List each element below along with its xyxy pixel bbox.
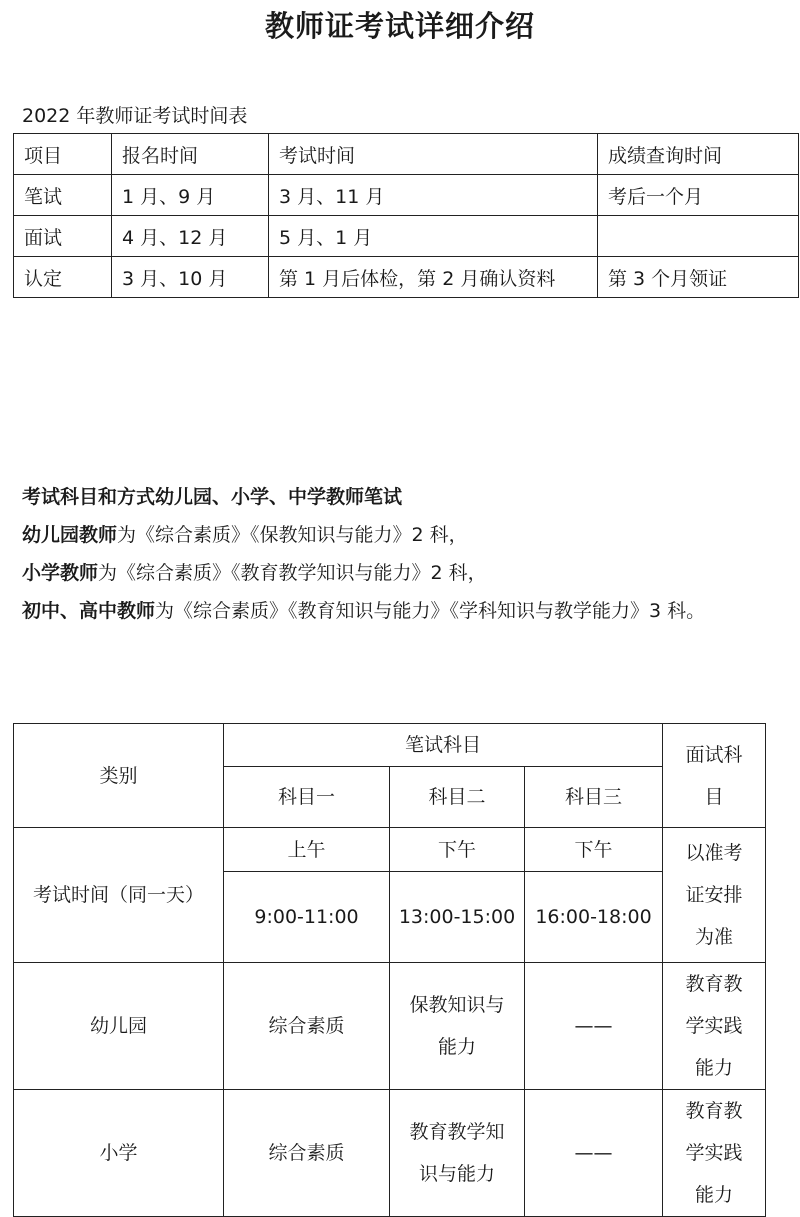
schedule-cell: 第 3 个月领证 — [598, 257, 799, 298]
category-cell: 小学 — [14, 1090, 224, 1217]
interview-cell: 教育教学实践能力 — [663, 1090, 766, 1217]
subjects-heading: 考试科目和方式幼儿园、小学、中学教师笔试 — [22, 486, 403, 508]
schedule-cell: 第 1 月后体检，第 2 月确认资料 — [269, 257, 598, 298]
schedule-cell: 笔试 — [14, 175, 112, 216]
schedule-cell: 5 月、1 月 — [269, 216, 598, 257]
subject-cell: 保教知识与能力 — [390, 963, 525, 1090]
period-cell: 上午 — [224, 828, 390, 872]
schedule-row-written — [14, 175, 799, 216]
subject-cell: —— — [525, 963, 663, 1090]
period-cell: 下午 — [525, 828, 663, 872]
schedule-table — [13, 133, 799, 298]
schedule-cell: 4 月、12 月 — [112, 216, 269, 257]
subjects-line — [22, 554, 782, 592]
exam-subjects-table — [13, 723, 766, 1217]
subject-header-1: 科目一 — [224, 767, 390, 828]
time-cell: 9:00-11:00 — [224, 872, 390, 963]
schedule-row-certification — [14, 257, 799, 298]
schedule-header-row — [14, 134, 799, 175]
subjects-line-text: 为《综合素质》《教育教学知识与能力》2 科， — [98, 562, 487, 584]
schedule-cell: 3 月、10 月 — [112, 257, 269, 298]
subjects-line-text: 为《综合素质》《保教知识与能力》2 科， — [117, 524, 468, 546]
exam-time-label: 考试时间（同一天） — [14, 828, 224, 963]
time-cell: 16:00-18:00 — [525, 872, 663, 963]
kindergarten-row — [14, 963, 766, 1090]
subject-cell: —— — [525, 1090, 663, 1217]
subject-cell: 综合素质 — [224, 1090, 390, 1217]
exam-header-row-1 — [14, 724, 766, 767]
interview-subject-header: 面试科目 — [663, 724, 766, 828]
written-subjects-header: 笔试科目 — [224, 724, 663, 767]
schedule-cell: 认定 — [14, 257, 112, 298]
subjects-line — [22, 516, 782, 554]
schedule-header-cell: 成绩查询时间 — [598, 134, 799, 175]
subject-header-3: 科目三 — [525, 767, 663, 828]
subjects-line-label: 幼儿园教师 — [22, 524, 118, 546]
subject-cell: 教育教学知识与能力 — [390, 1090, 525, 1217]
schedule-header-cell: 考试时间 — [269, 134, 598, 175]
schedule-cell: 考后一个月 — [598, 175, 799, 216]
subject-header-2: 科目二 — [390, 767, 525, 828]
interview-time-cell: 以准考证安排为准 — [663, 828, 766, 963]
subjects-line — [22, 592, 782, 630]
subjects-line-label: 初中、高中教师 — [22, 600, 156, 622]
schedule-header-cell: 项目 — [14, 134, 112, 175]
schedule-row-interview — [14, 216, 799, 257]
schedule-header-cell: 报名时间 — [112, 134, 269, 175]
subjects-section — [22, 478, 782, 630]
primary-school-row — [14, 1090, 766, 1217]
document-title: 教师证考试详细介绍 — [264, 9, 535, 43]
category-cell: 幼儿园 — [14, 963, 224, 1090]
subject-cell: 综合素质 — [224, 963, 390, 1090]
category-header: 类别 — [14, 724, 224, 828]
subjects-line-label: 小学教师 — [22, 562, 99, 584]
exam-period-row — [14, 828, 766, 872]
time-cell: 13:00-15:00 — [390, 872, 525, 963]
period-cell: 下午 — [390, 828, 525, 872]
schedule-cell — [598, 216, 799, 257]
schedule-cell: 面试 — [14, 216, 112, 257]
subjects-line-text: 为《综合素质》《教育知识与能力》《学科知识与教学能力》3 科。 — [155, 600, 706, 622]
schedule-cell: 3 月、11 月 — [269, 175, 598, 216]
schedule-cell: 1 月、9 月 — [112, 175, 269, 216]
schedule-caption: 2022 年教师证考试时间表 — [22, 105, 248, 127]
interview-cell: 教育教学实践能力 — [663, 963, 766, 1090]
